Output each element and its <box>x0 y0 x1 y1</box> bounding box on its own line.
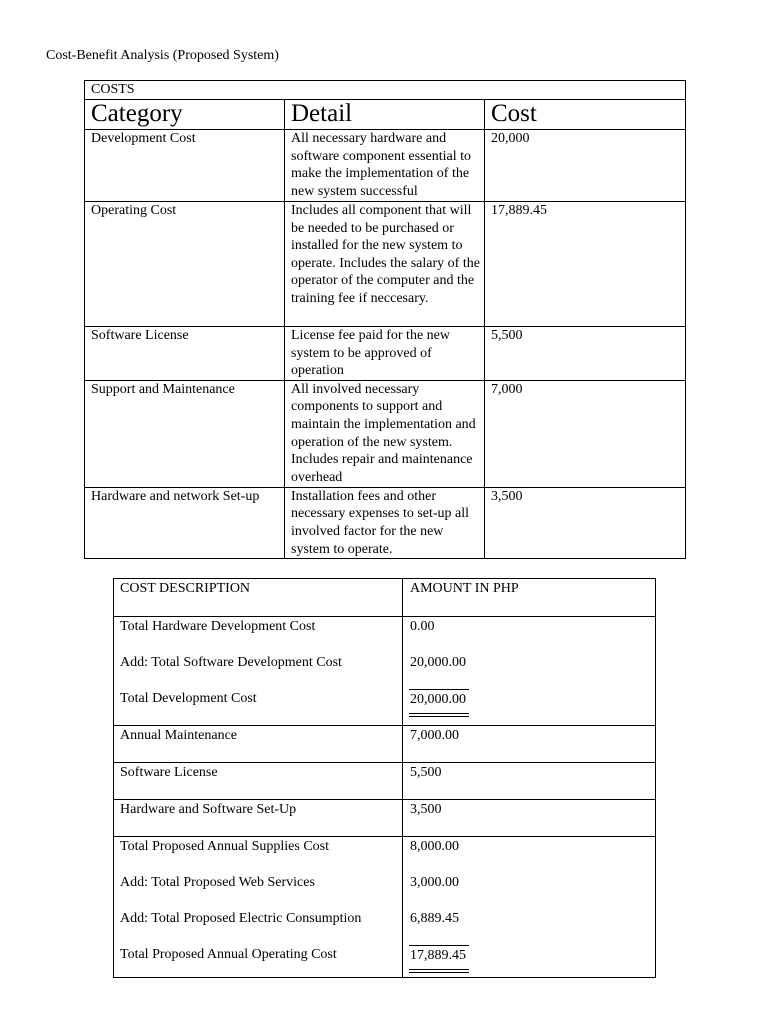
table-row <box>114 726 656 763</box>
table-row <box>85 380 686 487</box>
table-row <box>114 763 656 800</box>
hardware-dev-value: 0.00 <box>410 619 435 634</box>
cost-cell: 17,889.45 <box>485 202 686 327</box>
software-dev-value: 20,000.00 <box>410 655 466 670</box>
detail-cell: Includes all component that will be needed to be purchased or installed for the new system to operate. Includes the salary of the operator of the computer and the training fee if neccesary. <box>285 202 485 327</box>
total-dev-value: 20,000.00 <box>409 689 469 709</box>
costs-caption: COSTS <box>85 81 686 100</box>
detail-cell: All involved necessary components to support and maintain the implementation and operation of the new system. Includes repair and maintenance overhead <box>285 380 485 487</box>
supplies-value: 8,000.00 <box>410 839 459 854</box>
header-detail: Detail <box>285 100 485 130</box>
electric-value: 6,889.45 <box>410 911 459 926</box>
software-license-value: 5,500 <box>403 763 656 800</box>
total-dev-label: Total Development Cost <box>120 691 257 706</box>
table-row <box>85 327 686 381</box>
software-dev-label: Add: Total Software Development Cost <box>120 655 342 670</box>
category-cell: Support and Maintenance <box>85 380 285 487</box>
header-cost: Cost <box>485 100 686 130</box>
annual-maintenance-label: Annual Maintenance <box>114 726 403 763</box>
detail-cell: Installation fees and other necessary expenses to set-up all involved factor for the new system to operate. <box>285 487 485 558</box>
hardware-dev-label: Total Hardware Development Cost <box>120 619 316 634</box>
table-row <box>85 202 686 327</box>
costs-header-row <box>85 100 686 130</box>
category-cell: Operating Cost <box>85 202 285 327</box>
table-row <box>85 487 686 558</box>
cost-cell: 3,500 <box>485 487 686 558</box>
cost-cell: 7,000 <box>485 380 686 487</box>
detail-cell: License fee paid for the new system to be approved of operation <box>285 327 485 381</box>
operating-group-row <box>114 837 656 978</box>
header-cost-description: COST DESCRIPTION <box>114 579 403 617</box>
header-amount: AMOUNT IN PHP <box>403 579 656 617</box>
web-services-label: Add: Total Proposed Web Services <box>120 875 315 890</box>
total-operating-label: Total Proposed Annual Operating Cost <box>120 947 337 962</box>
category-cell: Hardware and network Set-up <box>85 487 285 558</box>
costs-table <box>84 80 686 559</box>
electric-label: Add: Total Proposed Electric Consumption <box>120 911 362 926</box>
total-operating-value: 17,889.45 <box>409 945 469 965</box>
detail-cell: All necessary hardware and software component essential to make the implementation of the new system successful <box>285 130 485 202</box>
software-license-label: Software License <box>114 763 403 800</box>
table-row <box>114 800 656 837</box>
development-values <box>403 617 656 726</box>
category-cell: Development Cost <box>85 130 285 202</box>
web-services-value: 3,000.00 <box>410 875 459 890</box>
supplies-label: Total Proposed Annual Supplies Cost <box>120 839 330 854</box>
document-title: Cost-Benefit Analysis (Proposed System) <box>46 48 279 63</box>
table-row <box>85 130 686 202</box>
setup-label: Hardware and Software Set-Up <box>114 800 403 837</box>
header-category: Category <box>85 100 285 130</box>
category-cell: Software License <box>85 327 285 381</box>
description-header-row <box>114 579 656 617</box>
setup-value: 3,500 <box>403 800 656 837</box>
operating-labels <box>114 837 403 978</box>
operating-values <box>403 837 656 978</box>
cost-cell: 20,000 <box>485 130 686 202</box>
annual-maintenance-value: 7,000.00 <box>403 726 656 763</box>
cost-cell: 5,500 <box>485 327 686 381</box>
development-labels <box>114 617 403 726</box>
development-group-row <box>114 617 656 726</box>
cost-description-table <box>113 578 656 978</box>
